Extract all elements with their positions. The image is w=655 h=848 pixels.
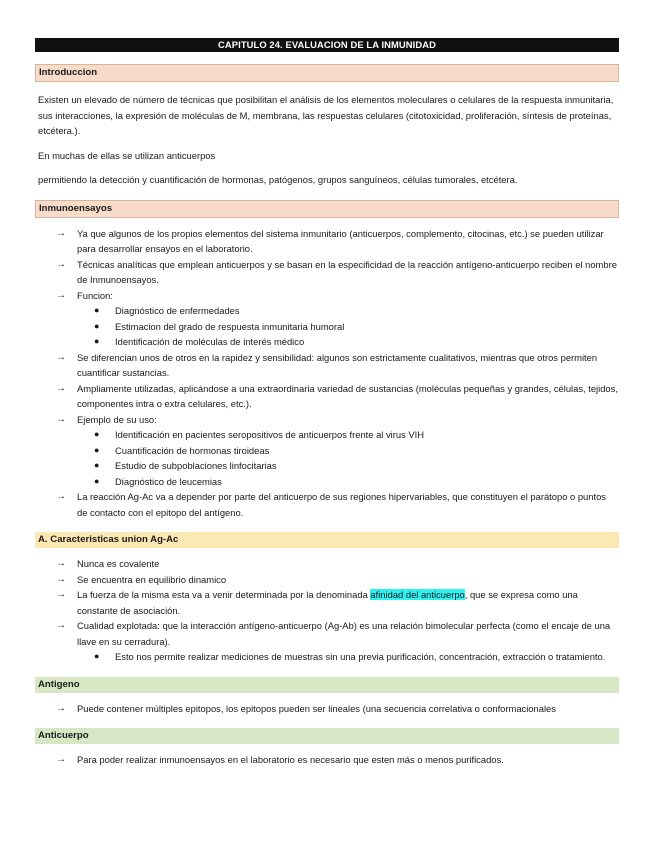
chapter-title: CAPITULO 24. EVALUACION DE LA INMUNIDAD [35,38,619,52]
arrow-icon: → [56,413,66,425]
highlighted-term: afinidad del anticuerpo [370,589,465,600]
section-heading-caracteristicas: A. Caracteristicas union Ag-Ac [35,532,619,548]
arrow-icon: → [56,258,66,270]
arrow-icon: → [56,558,66,569]
list-item: → Ya que algunos de los propios elementos del sistema inmunitario (anticuerpos, complemento, citocinas, etc.) se pueden utilizar para desarrollar ensayos en el laboratorio. [56,227,604,254]
arrow-icon: → [56,289,66,301]
bullet-icon: ● [94,651,100,661]
sub-list-item: ● Identificación de moléculas de interés médico [77,334,619,350]
section-heading-inmunoensayos: Inmunoensayos [35,200,619,218]
arrow-icon: → [56,754,66,765]
list-item: → Ampliamente utilizadas, aplicándose a una extraordinaria variedad de sustancias (moléculas pequeñas y grandes, células, tejidos, componentes intra o extra celulares, etc.). [56,382,618,409]
bullet-icon: ● [94,475,100,486]
ejemplo-sublist [77,427,619,489]
list-item: → Se encuentra en equilibrio dinamico [35,572,619,588]
arrow-icon: → [56,620,66,631]
bullet-icon: ● [94,444,100,455]
list-item: → La reacción Ag-Ac va a depender por parte del anticuerpo de sus regiones hipervariables, que constituyen el parátopo o puntos de contacto con el epitopo del antígeno. [56,491,606,518]
cualidad-sublist [77,649,619,665]
list-item: → Nunca es covalente [35,556,619,572]
caracteristicas-list [35,556,619,665]
arrow-icon: → [56,227,66,239]
bullet-icon: ● [94,460,100,470]
document-page [35,38,619,768]
section-heading-introduccion: Introduccion [35,64,619,82]
sub-list-item: ● Esto nos permite realizar mediciones de muestras sin una previa purificación, concentración, extracción o tratamiento. [77,649,619,665]
sub-list-item: ● Diagnóstico de enfermedades [77,303,619,319]
anticuerpo-list [35,752,619,768]
bullet-icon: ● [94,305,100,315]
bullet-icon: ● [94,336,100,346]
sub-list-item: ● Estimacion del grado de respuesta inmunitaria humoral [77,319,619,335]
sub-list-item: ● Identificación en pacientes seropositivos de anticuerpos frente al virus VIH [77,427,619,443]
antigeno-list [35,701,619,717]
arrow-icon: → [56,702,66,714]
arrow-icon: → [56,351,66,363]
list-item: → Para poder realizar inmunoensayos en el laboratorio es necesario que esten más o menos purificados. [35,752,619,768]
funcion-sublist [77,303,619,350]
sub-list-item: ● Diagnóstico de leucemias [77,474,619,490]
list-item: → Cualidad explotada: que la interacción antígeno-anticuerpo (Ag-Ab) es una relación bimolecular perfecta (como el encaje de una llave en su cerradura). ● Esto nos permite realizar mediciones de muestras sin una previa purificación, concentración, extracción o tratamiento. [35,618,619,665]
arrow-icon: → [56,589,66,600]
bullet-icon: ● [94,429,100,439]
list-item: → Técnicas analíticas que emplean anticuerpos y se basan en la especificidad de la reacción antígeno-anticuerpo reciben el nombre de Inmunoensayos. [56,258,617,285]
list-item: → Se diferencian unos de otros en la rapidez y sensibilidad: algunos son estrictamente cualitativos, mientras que otros permiten cuantificar sustancias. [56,351,598,378]
arrow-icon: → [56,491,66,502]
arrow-icon: → [56,573,66,585]
bullet-icon: ● [94,320,100,331]
intro-paragraph-3: permitiendo la detección y cuantificación de hormonas, patógenos, grupos sanguíneos, células tumorales, etcétera. [38,174,518,185]
arrow-icon: → [56,382,66,394]
intro-paragraph-1: Existen un elevado de número de técnicas que posibilitan el análisis de los elementos moleculares o celulares de la respuesta inmunitaria, sus interacciones, la expresión de moléculas de M, membrana, las respuestas celulares (citotoxicidad, proliferación, síntesis de proteínas, etcétera.). [38,94,614,136]
list-item: → La fuerza de la misma esta va a venir determinada por la denominada afinidad del anticuerpo, que se expresa como una constante de asociación. [56,589,578,616]
inmunoensayos-list [35,226,619,521]
section-heading-antigeno: Antigeno [35,677,619,693]
list-item: → Funcion: ● Diagnóstico de enfermedades ● Estimacion del grado de respuesta inmunitaria humoral ● Identificación de moléculas de interés médico [35,288,619,350]
section-heading-anticuerpo: Anticuerpo [35,728,619,744]
intro-paragraph-2: En muchas de ellas se utilizan anticuerpos [38,149,216,161]
sub-list-item: ● Cuantificación de hormonas tiroideas [77,443,619,459]
sub-list-item: ● Estudio de subpoblaciones linfocitarias [77,458,619,474]
list-item: → Puede contener múltiples epitopos, los epitopos pueden ser lineales (una secuencia correlativa o conformacionales [35,701,619,717]
list-item: → Ejemplo de su uso: ● Identificación en pacientes seropositivos de anticuerpos frente al virus VIH ● Cuantificación de hormonas tiroideas ● Estudio de subpoblaciones linfocitarias ● Diagnóstico de leucemias [35,412,619,490]
